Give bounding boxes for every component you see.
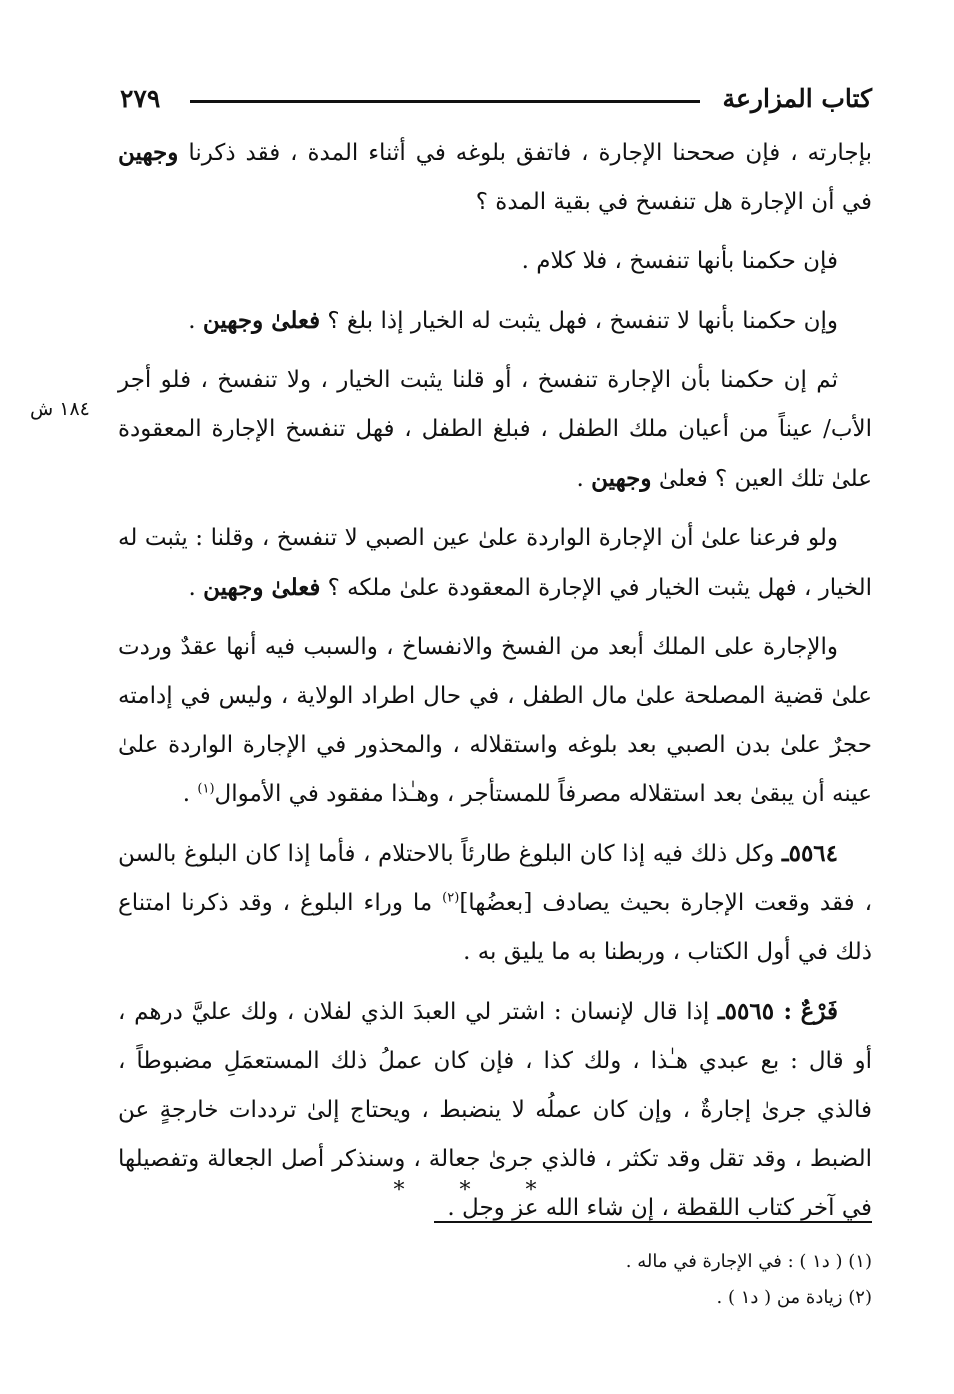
branch-label: فَرْعٌ — [800, 998, 839, 1025]
paragraph: ثم إن حكمنا بأن الإجارة تنفسخ ، أو قلنا يثبت الخيار ، ولا تنفسخ ، فلو أجر الأب/ عيناً من أعيان ملك الطفل ، فبلغ الطفل ، فهل تنفسخ الإجارة المعقودة علىٰ تلك العين ؟ فعلىٰ وجهين . — [118, 367, 872, 492]
footnote-ref[interactable]: (١) — [197, 781, 215, 797]
footnotes — [300, 1244, 872, 1316]
paragraph: وإن حكمنا بأنها لا تنفسخ ، فهل يثبت له الخيار إذا بلغ ؟ فعلىٰ وجهين . — [188, 307, 838, 334]
paragraph: فإن حكمنا بأنها تنفسخ ، فلا كلام . — [521, 248, 838, 274]
section-number: ٥٥٦٤ـ — [781, 840, 839, 867]
margin-manuscript-note: ١٨٤ ش — [30, 398, 90, 420]
paragraph: فَرْعٌ : ٥٥٦٥ـ إذا قال لإنسان : اشتر لي العبدَ الذي لفلان ، ولك عليَّ درهم ، أو قال : بع عبدي هـٰذا ، ولك كذا ، فإن كان عملُ ذلك المستعمَلِ مضبوطاً ، فالذي جرىٰ إجارةٌ ، وإن كان عملُه لا ينضبط ، ويحتاج إلىٰ ترددات خارجةٍ عن الضبط ، وقد تقل وقد تكثر ، فالذي جرىٰ جعالة ، وسنذكر أصل الجعالة وتفصيلها في آخر كتاب اللقطة ، إن شاء الله عز وجل . — [118, 998, 872, 1221]
footnote-item: (١) ( د١ ) : في الإجارة في ماله . — [625, 1251, 872, 1272]
section-number: : ٥٥٦٥ـ — [717, 998, 792, 1025]
paragraph: بإجارته ، فإن صححنا الإجارة ، فاتفق بلوغه في أثناء المدة ، فقد ذكرنا وجهين في أن الإجارة هل تنفسخ في بقية المدة ؟ — [118, 139, 873, 215]
paragraph: ٥٥٦٤ـ وكل ذلك فيه إذا كان البلوغ طارئاً بالاحتلام ، فأما إذا كان البلوغ بالسن ، فقد وقعت الإجارة بحيث يصادف [بعضُها]$^{(٢)}$ ما وراء البلوغ ، وقد ذكرنا امتناع ذلك في أول الكتاب ، وربطنا به ما يليق به . — [118, 840, 873, 965]
paragraph: والإجارة على الملك أبعد من الفسخ والانفساخ ، والسبب فيه أنها عقدٌ وردت علىٰ قضية المصلحة علىٰ مال الطفل ، في حال اطراد الولاية ، وليس في إدامته حجرٌ علىٰ بدن الصبي بعد بلوغه واستقلاله ، والمحذور في الإجارة الواردة علىٰ عينه أن يبقىٰ بعد استقلاله مصرفاً للمستأجر ، وهـٰذا مفقود في الأموال$^{(١)}$ . — [118, 634, 872, 807]
footnote-ref[interactable]: (٢) — [442, 890, 460, 906]
footnote-rule — [434, 1221, 872, 1223]
chapter-title: كتاب المزارعة — [722, 84, 872, 113]
section-separator: * * * — [393, 1178, 561, 1203]
page-number: ٢٧٩ — [120, 84, 161, 113]
running-header — [120, 82, 872, 122]
paragraph: ولو فرعنا علىٰ أن الإجارة الواردة علىٰ عين الصبي لا تنفسخ ، وقلنا : يثبت له الخيار ، فهل يثبت الخيار في الإجارة المعقودة علىٰ ملكه ؟ فعلىٰ وجهين . — [118, 525, 872, 601]
header-rule — [190, 100, 700, 103]
footnote-item: (٢) زيادة من ( د١ ) . — [716, 1287, 872, 1308]
main-text — [118, 128, 872, 1243]
